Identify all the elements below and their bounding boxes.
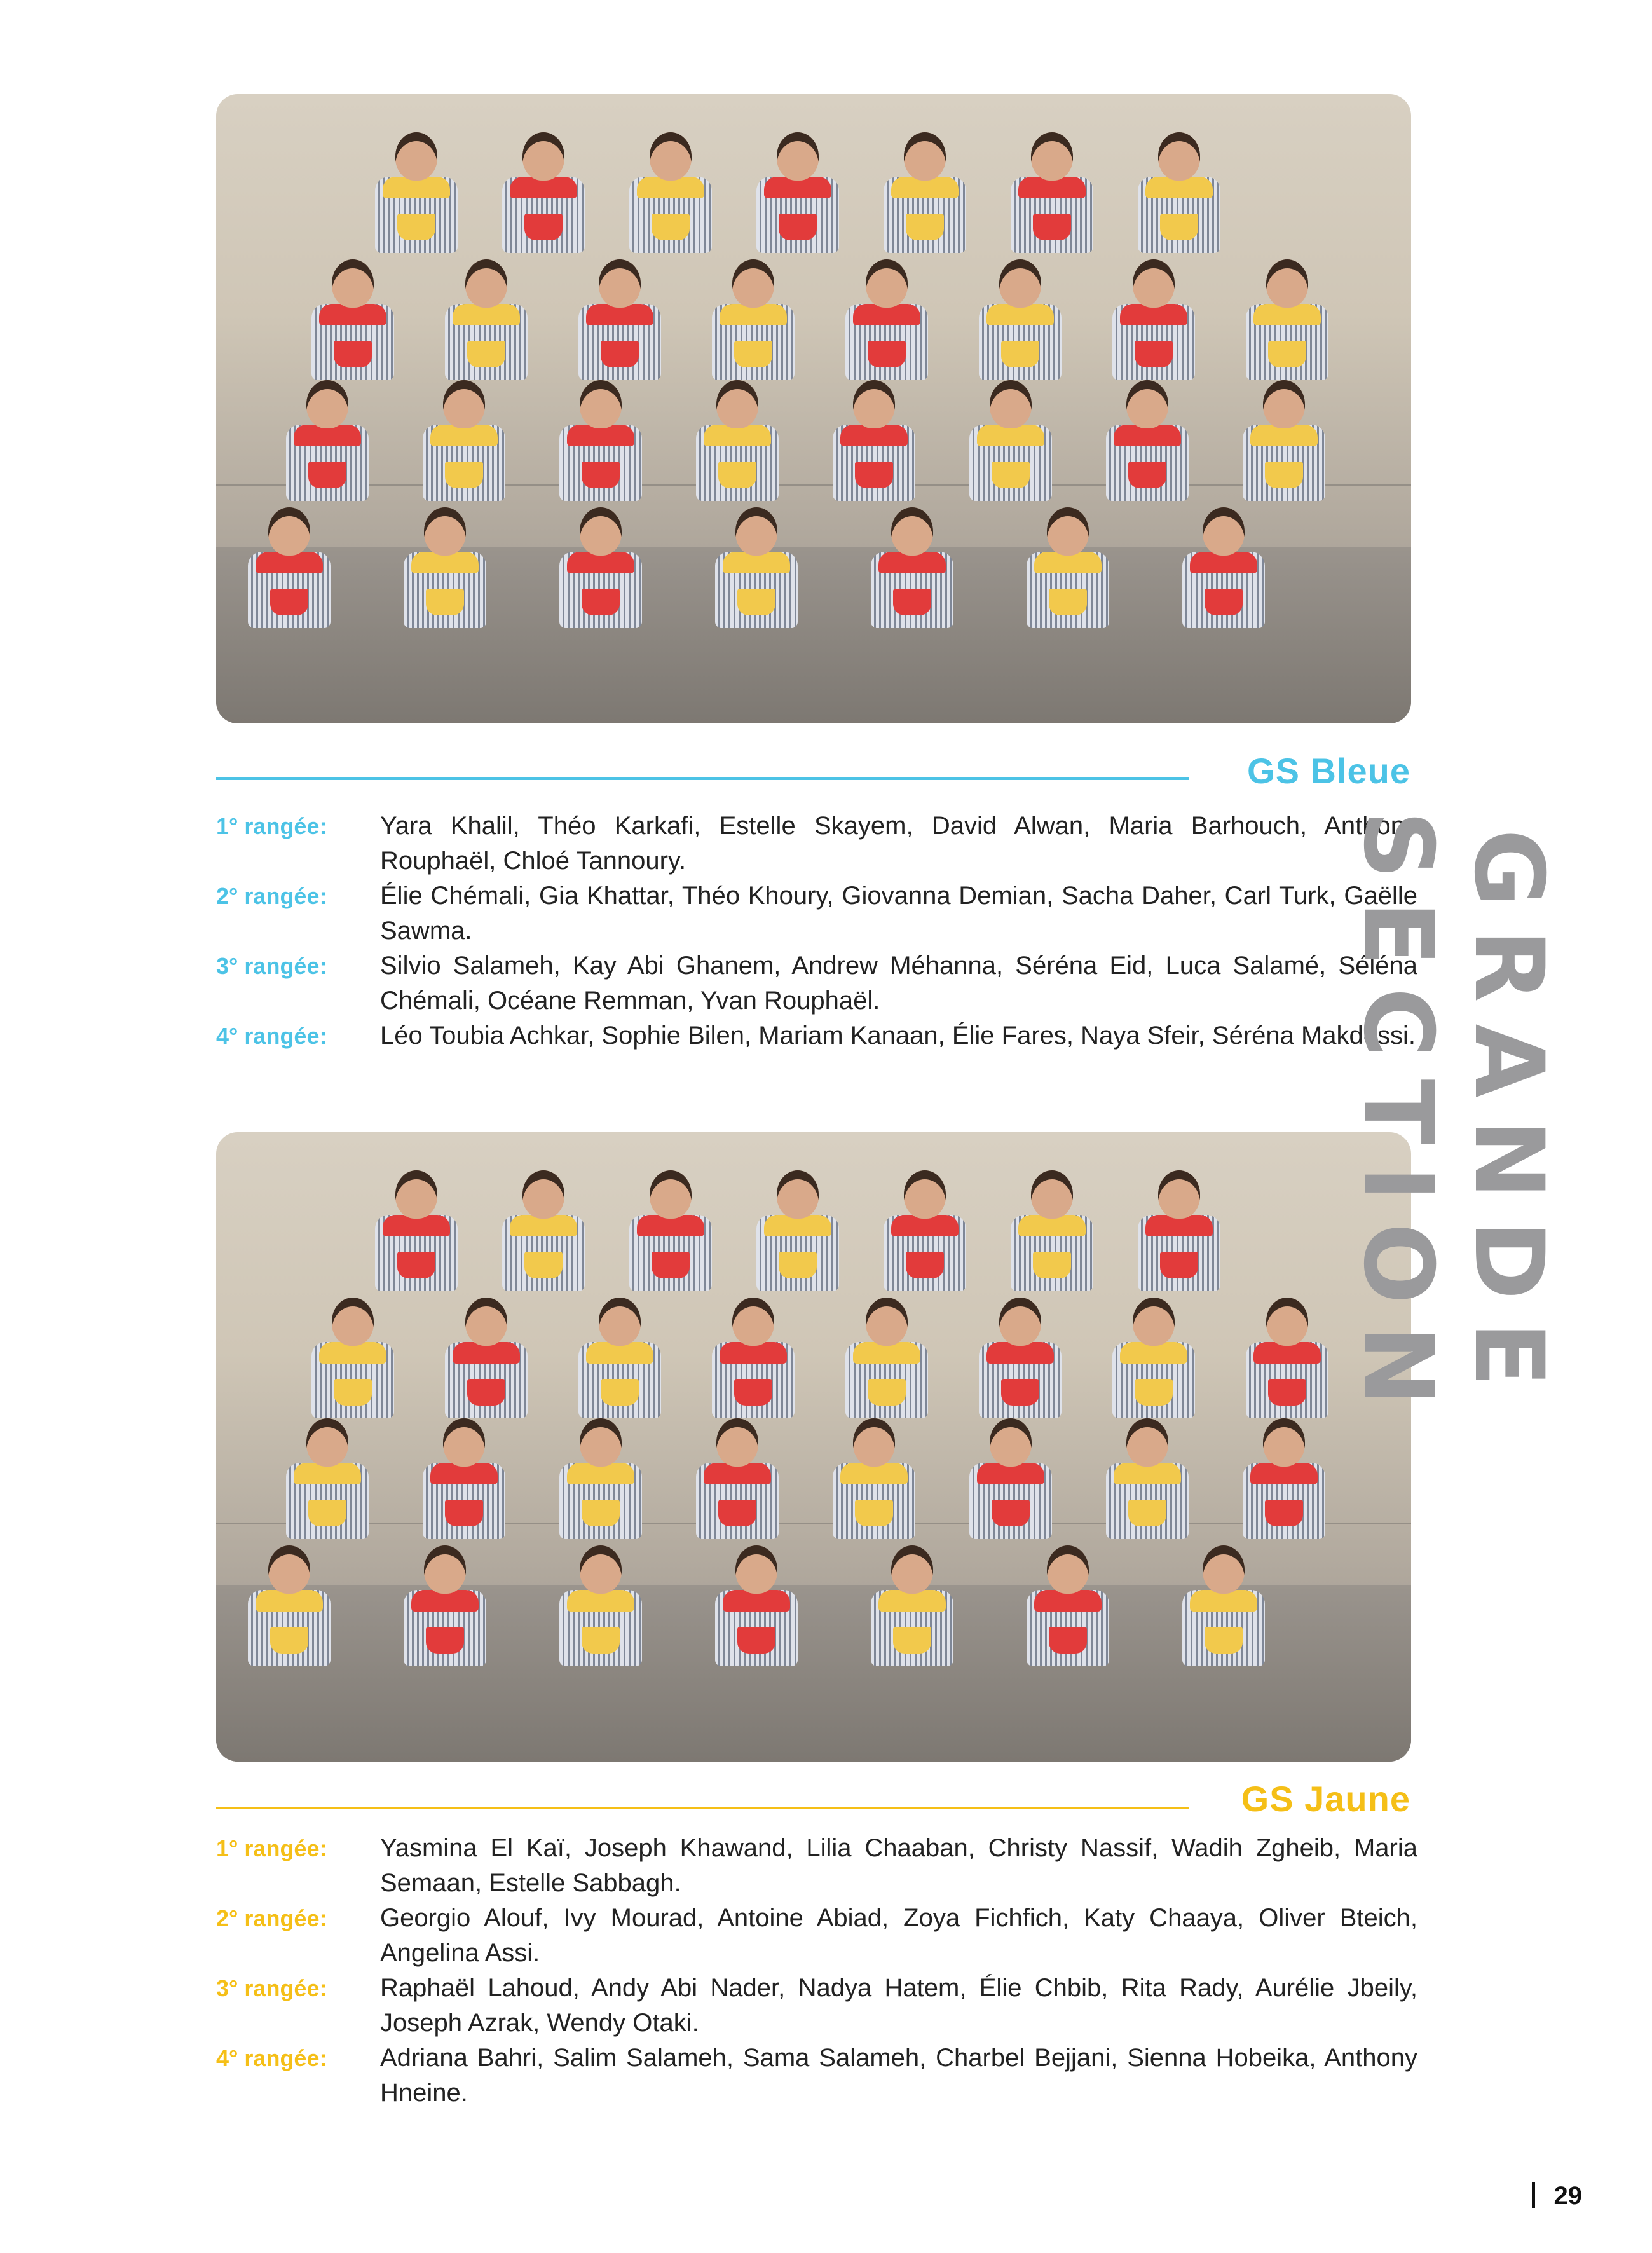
child-figure [553, 1418, 648, 1539]
child-figure [397, 507, 493, 628]
child-figure [973, 1298, 1068, 1418]
child-head [777, 132, 819, 181]
child-figure [706, 259, 801, 380]
child-figure [839, 259, 934, 380]
child-head [1031, 132, 1073, 181]
smock-pocket [737, 1627, 775, 1654]
child-head [853, 1418, 895, 1467]
child-head [990, 380, 1032, 428]
child-head [332, 1298, 374, 1346]
row-label: 3° rangée: [216, 953, 327, 979]
row-2 [216, 879, 1417, 948]
child-figure [553, 380, 648, 501]
smock-pocket [397, 1252, 435, 1278]
child-head [1133, 1298, 1175, 1346]
child-figure [963, 380, 1058, 501]
smock-pocket [426, 1627, 464, 1654]
child-figure [1004, 1170, 1100, 1291]
child-head [891, 507, 933, 556]
row-names: Adriana Bahri, Salim Salameh, Sama Salameh, Charbel Bejjani, Sienna Hobeika, Anthony Hneine. [380, 2044, 1417, 2107]
child-head [866, 1298, 908, 1346]
child-head [1266, 1298, 1308, 1346]
smock-pocket [906, 1252, 944, 1278]
child-figure [1176, 1545, 1271, 1666]
child-head [1031, 1170, 1073, 1219]
section-divider-bleue [216, 777, 1189, 780]
child-head [443, 380, 485, 428]
smock-pocket [652, 1252, 690, 1278]
child-figure [864, 1545, 960, 1666]
child-figure [369, 1170, 464, 1291]
child-head [1047, 1545, 1089, 1594]
smock-pocket [1001, 1379, 1039, 1406]
child-head [732, 259, 774, 308]
row-names: Yara Khalil, Théo Karkafi, Estelle Skayem, David Alwan, Maria Barhouch, Anthony Rouphaël, Chloé Tannoury. [380, 812, 1417, 875]
child-head [716, 1418, 758, 1467]
smock-pocket [524, 214, 563, 240]
smock-pocket [601, 341, 639, 367]
child-head [1133, 259, 1175, 308]
section-title-jaune: GS Jaune [1241, 1779, 1410, 1819]
child-figure [416, 380, 512, 501]
child-head [1126, 380, 1168, 428]
smock-pocket [1033, 1252, 1071, 1278]
smock-pocket [718, 462, 756, 488]
child-figure [242, 1545, 337, 1666]
child-head [443, 1418, 485, 1467]
child-head [580, 380, 622, 428]
row-names: Léo Toubia Achkar, Sophie Bilen, Mariam Kanaan, Élie Fares, Naya Sfeir, Séréna Makdessi. [380, 1022, 1416, 1050]
child-figure [242, 507, 337, 628]
child-figure [439, 259, 534, 380]
smock-pocket [1205, 589, 1243, 615]
smock-pocket [652, 214, 690, 240]
child-figure [572, 259, 667, 380]
smock-pocket [1033, 214, 1071, 240]
child-figure [963, 1418, 1058, 1539]
child-head [1158, 1170, 1200, 1219]
child-head [599, 259, 641, 308]
row-4 [216, 2041, 1417, 2111]
page-number-bar [1532, 2182, 1535, 2208]
smock-pocket [734, 341, 772, 367]
child-head [1126, 1418, 1168, 1467]
smock-pocket [445, 1500, 483, 1526]
child-figure [1020, 1545, 1116, 1666]
section-title-bleue: GS Bleue [1247, 751, 1410, 791]
row-1 [216, 809, 1417, 879]
wall-line [216, 484, 1411, 486]
child-head [580, 1418, 622, 1467]
smock-pocket [1160, 1252, 1198, 1278]
child-head [306, 380, 348, 428]
smock-pocket [467, 341, 505, 367]
smock-pocket [270, 1627, 308, 1654]
row-4 [216, 1018, 1417, 1053]
child-figure [706, 1298, 801, 1418]
child-figure [1131, 132, 1227, 253]
smock-pocket [855, 1500, 893, 1526]
smock-pocket [601, 1379, 639, 1406]
smock-pocket [1135, 341, 1173, 367]
child-figure [973, 259, 1068, 380]
smock-pocket [868, 341, 906, 367]
child-figure [1106, 259, 1201, 380]
child-figure [839, 1298, 934, 1418]
child-figure [690, 380, 785, 501]
child-head [1263, 380, 1305, 428]
smock-pocket [1128, 462, 1166, 488]
child-figure [750, 132, 845, 253]
child-head [732, 1298, 774, 1346]
class-photo-gs-bleue [216, 94, 1411, 723]
row-names: Élie Chémali, Gia Khattar, Théo Khoury, Giovanna Demian, Sacha Daher, Carl Turk, Gaëlle Sawma. [380, 882, 1417, 945]
smock-pocket [582, 1500, 620, 1526]
child-figure [572, 1298, 667, 1418]
smock-pocket [467, 1379, 505, 1406]
child-head [599, 1298, 641, 1346]
smock-pocket [779, 214, 817, 240]
child-head [891, 1545, 933, 1594]
child-figure [709, 507, 804, 628]
child-head [395, 1170, 437, 1219]
child-head [866, 259, 908, 308]
child-figure [369, 132, 464, 253]
smock-pocket [397, 214, 435, 240]
child-head [1203, 1545, 1245, 1594]
child-head [332, 259, 374, 308]
smock-pocket [992, 462, 1030, 488]
row-label: 2° rangée: [216, 1905, 327, 1931]
child-head [999, 1298, 1041, 1346]
smock-pocket [893, 589, 931, 615]
row-names: Silvio Salameh, Kay Abi Ghanem, Andrew Méhanna, Séréna Eid, Luca Salamé, Séléna Chémali, Océane Remman, Yvan Rouphaël. [380, 952, 1417, 1015]
smock-pocket [734, 1379, 772, 1406]
child-figure [826, 1418, 922, 1539]
page-number-text: 29 [1553, 2182, 1582, 2210]
child-figure [280, 1418, 375, 1539]
smock-pocket [1265, 1500, 1303, 1526]
smock-pocket [737, 589, 775, 615]
child-figure [1239, 259, 1335, 380]
child-figure [1176, 507, 1271, 628]
smock-pocket [582, 589, 620, 615]
child-head [735, 1545, 777, 1594]
child-figure [623, 132, 718, 253]
child-head [465, 259, 507, 308]
child-figure [1106, 1298, 1201, 1418]
child-head [716, 380, 758, 428]
smock-pocket [334, 1379, 372, 1406]
child-figure [690, 1418, 785, 1539]
child-figure [826, 380, 922, 501]
page-number [1532, 2182, 1583, 2210]
names-list-jaune [216, 1831, 1417, 2111]
row-3 [216, 1971, 1417, 2041]
row-names: Yasmina El Kaï, Joseph Khawand, Lilia Chaaban, Christy Nassif, Wadih Zgheib, Maria Semaan, Estelle Sabbagh. [380, 1834, 1417, 1897]
row-3 [216, 948, 1417, 1018]
child-figure [553, 507, 648, 628]
child-head [990, 1418, 1032, 1467]
smock-pocket [1049, 1627, 1087, 1654]
child-figure [709, 1545, 804, 1666]
row-names: Raphaël Lahoud, Andy Abi Nader, Nadya Hatem, Élie Chbib, Rita Rady, Aurélie Jbeily, Joseph Azrak, Wendy Otaki. [380, 1974, 1417, 2037]
child-figure [553, 1545, 648, 1666]
row-2 [216, 1901, 1417, 1971]
child-figure [1239, 1298, 1335, 1418]
smock-pocket [426, 589, 464, 615]
child-head [1047, 507, 1089, 556]
child-figure [305, 1298, 400, 1418]
child-figure [496, 1170, 591, 1291]
child-figure [439, 1298, 534, 1418]
child-figure [877, 132, 973, 253]
child-figure [1020, 507, 1116, 628]
smock-pocket [1268, 341, 1306, 367]
child-head [580, 1545, 622, 1594]
child-head [1203, 507, 1245, 556]
child-head [650, 132, 692, 181]
child-head [777, 1170, 819, 1219]
child-figure [305, 259, 400, 380]
child-figure [280, 380, 375, 501]
child-head [650, 1170, 692, 1219]
smock-pocket [270, 589, 308, 615]
child-figure [864, 507, 960, 628]
smock-pocket [1128, 1500, 1166, 1526]
smock-pocket [1268, 1379, 1306, 1406]
smock-pocket [718, 1500, 756, 1526]
smock-pocket [1160, 214, 1198, 240]
row-label: 2° rangée: [216, 883, 327, 909]
child-figure [1004, 132, 1100, 253]
row-1 [216, 1831, 1417, 1901]
child-head [853, 380, 895, 428]
child-head [735, 507, 777, 556]
child-head [904, 1170, 946, 1219]
class-photo-gs-jaune [216, 1132, 1411, 1762]
child-head [1263, 1418, 1305, 1467]
child-figure [877, 1170, 973, 1291]
smock-pocket [334, 341, 372, 367]
smock-pocket [308, 1500, 346, 1526]
child-figure [750, 1170, 845, 1291]
row-label: 4° rangée: [216, 1023, 327, 1049]
child-figure [496, 132, 591, 253]
child-head [268, 507, 310, 556]
child-head [306, 1418, 348, 1467]
child-figure [1131, 1170, 1227, 1291]
child-head [395, 132, 437, 181]
row-label: 1° rangée: [216, 1835, 327, 1861]
row-label: 3° rangée: [216, 1975, 327, 2001]
smock-pocket [1135, 1379, 1173, 1406]
child-head [999, 259, 1041, 308]
child-head [580, 507, 622, 556]
child-head [1158, 132, 1200, 181]
smock-pocket [906, 214, 944, 240]
wall-line [216, 1523, 1411, 1524]
child-head [1266, 259, 1308, 308]
smock-pocket [868, 1379, 906, 1406]
smock-pocket [582, 462, 620, 488]
smock-pocket [445, 462, 483, 488]
smock-pocket [1205, 1627, 1243, 1654]
row-names: Georgio Alouf, Ivy Mourad, Antoine Abiad, Zoya Fichfich, Katy Chaaya, Oliver Bteich, Angelina Assi. [380, 1904, 1417, 1967]
smock-pocket [308, 462, 346, 488]
row-label: 1° rangée: [216, 813, 327, 839]
names-list-bleue [216, 809, 1417, 1053]
child-figure [397, 1545, 493, 1666]
child-head [424, 507, 466, 556]
smock-pocket [893, 1627, 931, 1654]
child-figure [1236, 380, 1332, 501]
child-figure [1100, 380, 1195, 501]
smock-pocket [582, 1627, 620, 1654]
section-divider-jaune [216, 1807, 1189, 1809]
child-figure [416, 1418, 512, 1539]
child-figure [1236, 1418, 1332, 1539]
child-head [424, 1545, 466, 1594]
smock-pocket [992, 1500, 1030, 1526]
smock-pocket [1265, 462, 1303, 488]
vertical-section-title: GRANDE SECTION [1342, 811, 1564, 1427]
child-head [904, 132, 946, 181]
smock-pocket [779, 1252, 817, 1278]
child-head [522, 132, 564, 181]
child-head [522, 1170, 564, 1219]
smock-pocket [524, 1252, 563, 1278]
smock-pocket [1049, 589, 1087, 615]
child-figure [1100, 1418, 1195, 1539]
child-figure [623, 1170, 718, 1291]
smock-pocket [855, 462, 893, 488]
smock-pocket [1001, 341, 1039, 367]
child-head [268, 1545, 310, 1594]
child-head [465, 1298, 507, 1346]
row-label: 4° rangée: [216, 2045, 327, 2071]
